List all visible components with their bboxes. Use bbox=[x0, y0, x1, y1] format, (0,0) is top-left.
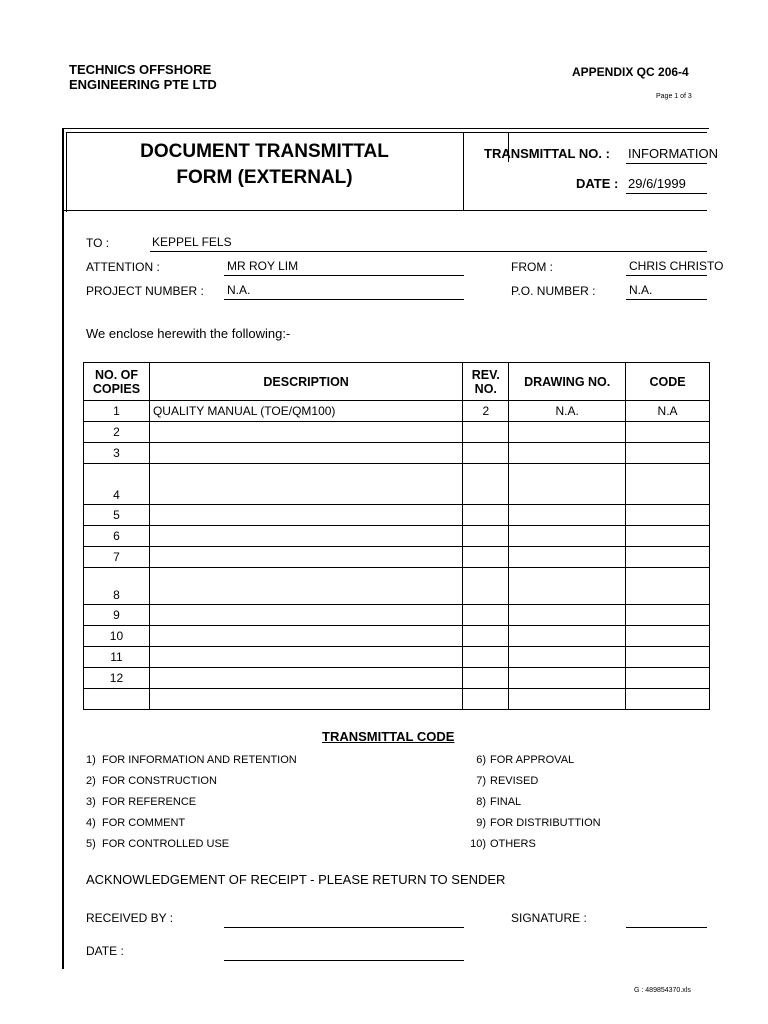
date-header-underline bbox=[626, 193, 707, 194]
code-item: OTHERS bbox=[490, 838, 536, 850]
header-drawing-no: DRAWING NO. bbox=[509, 363, 626, 401]
table-row bbox=[84, 547, 710, 568]
rev-cell bbox=[463, 443, 509, 464]
table-body bbox=[84, 401, 710, 710]
copies-cell: 2 bbox=[84, 422, 150, 443]
description-cell bbox=[149, 526, 462, 547]
description-cell bbox=[149, 689, 462, 710]
header-copies bbox=[84, 363, 150, 401]
rev-cell bbox=[463, 605, 509, 626]
rev-cell bbox=[463, 668, 509, 689]
drawing-no-cell bbox=[509, 505, 626, 526]
title-box-divider bbox=[463, 132, 464, 210]
code-cell bbox=[626, 505, 710, 526]
enclose-text: We enclose herewith the following:- bbox=[86, 326, 291, 341]
drawing-no-cell bbox=[509, 464, 626, 505]
company-name-line2: ENGINEERING PTE LTD bbox=[69, 77, 217, 92]
header-rev-line2: NO. bbox=[474, 381, 497, 396]
header-rev-line1: REV. bbox=[471, 367, 500, 382]
table-row bbox=[84, 526, 710, 547]
copies-cell: 3 bbox=[84, 443, 150, 464]
transmittal-no-label: TRANSMITTAL NO. : bbox=[484, 146, 610, 161]
rev-cell bbox=[463, 626, 509, 647]
table-header-row bbox=[84, 363, 710, 401]
from-value: CHRIS CHRISTO bbox=[629, 259, 724, 273]
po-number-underline bbox=[626, 299, 707, 300]
attention-value: MR ROY LIM bbox=[227, 259, 299, 273]
code-cell bbox=[626, 647, 710, 668]
date-header-label: DATE : bbox=[576, 176, 619, 191]
copies-cell bbox=[84, 689, 150, 710]
code-cell bbox=[626, 443, 710, 464]
form-title-line1: DOCUMENT TRANSMITTAL bbox=[140, 141, 389, 162]
code-number: 1) bbox=[86, 754, 96, 766]
code-cell bbox=[626, 689, 710, 710]
header-rev bbox=[463, 363, 509, 401]
title-box-inner-top bbox=[66, 132, 707, 133]
project-number-value: N.A. bbox=[227, 283, 251, 297]
attention-underline bbox=[224, 275, 464, 276]
description-cell bbox=[149, 668, 462, 689]
code-item: FOR CONTROLLED USE bbox=[102, 838, 230, 850]
file-reference: G : 489854370.xls bbox=[634, 987, 691, 994]
rev-cell bbox=[463, 526, 509, 547]
copies-cell: 4 bbox=[84, 464, 150, 505]
code-cell bbox=[626, 422, 710, 443]
rev-cell bbox=[463, 568, 509, 605]
description-cell bbox=[149, 605, 462, 626]
copies-cell: 7 bbox=[84, 547, 150, 568]
received-by-label: RECEIVED BY : bbox=[86, 911, 174, 925]
rev-cell bbox=[463, 547, 509, 568]
code-item: FOR COMMENT bbox=[102, 817, 186, 829]
drawing-no-cell bbox=[509, 547, 626, 568]
table-row bbox=[84, 647, 710, 668]
date-footer-label: DATE : bbox=[86, 944, 124, 958]
rev-cell: 2 bbox=[463, 401, 509, 422]
to-value: KEPPEL FELS bbox=[152, 235, 232, 249]
transmittal-no-value: INFORMATION bbox=[628, 146, 719, 161]
table-row bbox=[84, 668, 710, 689]
received-by-line bbox=[224, 927, 464, 928]
form-title bbox=[66, 139, 463, 191]
description-cell bbox=[149, 464, 462, 505]
company-name bbox=[69, 62, 217, 92]
to-underline bbox=[150, 251, 707, 252]
code-number: 8) bbox=[476, 796, 486, 808]
attention-label: ATTENTION : bbox=[86, 260, 160, 274]
drawing-no-cell bbox=[509, 647, 626, 668]
code-number: 10) bbox=[470, 838, 486, 850]
copies-cell: 9 bbox=[84, 605, 150, 626]
drawing-no-cell bbox=[509, 689, 626, 710]
title-box-bottom bbox=[62, 210, 707, 211]
from-underline bbox=[626, 275, 707, 276]
appendix-label: APPENDIX QC 206-4 bbox=[572, 65, 689, 79]
table-row bbox=[84, 689, 710, 710]
code-item: FOR INFORMATION AND RETENTION bbox=[102, 754, 297, 766]
code-number: 2) bbox=[86, 775, 96, 787]
code-number: 7) bbox=[476, 775, 486, 787]
project-number-label: PROJECT NUMBER : bbox=[86, 284, 204, 298]
header-copies-line2: COPIES bbox=[92, 381, 141, 396]
drawing-no-cell bbox=[509, 526, 626, 547]
po-number-value: N.A. bbox=[629, 283, 653, 297]
code-item: FINAL bbox=[490, 796, 522, 808]
copies-cell: 5 bbox=[84, 505, 150, 526]
code-item: REVISED bbox=[490, 775, 539, 787]
code-cell bbox=[626, 668, 710, 689]
company-name-line1: TECHNICS OFFSHORE bbox=[69, 62, 212, 77]
copies-cell: 10 bbox=[84, 626, 150, 647]
table-row bbox=[84, 626, 710, 647]
header-copies-line1: NO. OF bbox=[94, 367, 138, 382]
po-number-label: P.O. NUMBER : bbox=[511, 284, 596, 298]
drawing-no-cell: N.A. bbox=[509, 401, 626, 422]
drawing-no-cell bbox=[509, 443, 626, 464]
copies-cell: 6 bbox=[84, 526, 150, 547]
items-table bbox=[83, 362, 710, 710]
rev-cell bbox=[463, 647, 509, 668]
code-cell bbox=[626, 568, 710, 605]
header-code: CODE bbox=[626, 363, 710, 401]
code-number: 6) bbox=[476, 754, 486, 766]
description-cell: QUALITY MANUAL (TOE/QM100) bbox=[149, 401, 462, 422]
table-row bbox=[84, 568, 710, 605]
drawing-no-cell bbox=[509, 605, 626, 626]
table-row bbox=[84, 422, 710, 443]
form-title-line2: FORM (EXTERNAL) bbox=[176, 167, 353, 188]
header-description: DESCRIPTION bbox=[149, 363, 462, 401]
code-cell bbox=[626, 605, 710, 626]
acknowledgement-text: ACKNOWLEDGEMENT OF RECEIPT - PLEASE RETURN TO SENDER bbox=[86, 872, 506, 887]
from-label: FROM : bbox=[511, 260, 553, 274]
code-cell bbox=[626, 526, 710, 547]
description-cell bbox=[149, 647, 462, 668]
drawing-no-cell bbox=[509, 668, 626, 689]
code-cell bbox=[626, 547, 710, 568]
drawing-no-cell bbox=[509, 422, 626, 443]
table-row bbox=[84, 605, 710, 626]
code-item: FOR REFERENCE bbox=[102, 796, 197, 808]
description-cell bbox=[149, 547, 462, 568]
code-item: FOR CONSTRUCTION bbox=[102, 775, 217, 787]
table-row bbox=[84, 401, 710, 422]
signature-label: SIGNATURE : bbox=[511, 911, 587, 925]
to-label: TO : bbox=[86, 236, 110, 250]
rev-cell bbox=[463, 505, 509, 526]
description-cell bbox=[149, 505, 462, 526]
rev-cell bbox=[463, 689, 509, 710]
code-number: 5) bbox=[86, 838, 96, 850]
code-number: 9) bbox=[476, 817, 486, 829]
table-row bbox=[84, 464, 710, 505]
date-header-value: 29/6/1999 bbox=[628, 176, 686, 191]
rev-cell bbox=[463, 422, 509, 443]
signature-line bbox=[626, 927, 707, 928]
code-number: 3) bbox=[86, 796, 96, 808]
date-footer-line bbox=[224, 960, 464, 961]
code-item: FOR DISTRIBUTTION bbox=[490, 817, 601, 829]
code-item: FOR APPROVAL bbox=[490, 754, 575, 766]
rev-cell bbox=[463, 464, 509, 505]
table-row bbox=[84, 443, 710, 464]
description-cell bbox=[149, 626, 462, 647]
description-cell bbox=[149, 443, 462, 464]
code-cell bbox=[626, 464, 710, 505]
drawing-no-cell bbox=[509, 568, 626, 605]
page-info: Page 1 of 3 bbox=[656, 93, 692, 100]
copies-cell: 12 bbox=[84, 668, 150, 689]
copies-cell: 8 bbox=[84, 568, 150, 605]
drawing-no-cell bbox=[509, 626, 626, 647]
copies-cell: 1 bbox=[84, 401, 150, 422]
table-row bbox=[84, 505, 710, 526]
copies-cell: 11 bbox=[84, 647, 150, 668]
description-cell bbox=[149, 568, 462, 605]
code-cell: N.A bbox=[626, 401, 710, 422]
description-cell bbox=[149, 422, 462, 443]
code-number: 4) bbox=[86, 817, 96, 829]
project-number-underline bbox=[224, 299, 464, 300]
transmittal-code-title: TRANSMITTAL CODE bbox=[322, 729, 455, 744]
code-cell bbox=[626, 626, 710, 647]
transmittal-no-underline bbox=[626, 163, 707, 164]
